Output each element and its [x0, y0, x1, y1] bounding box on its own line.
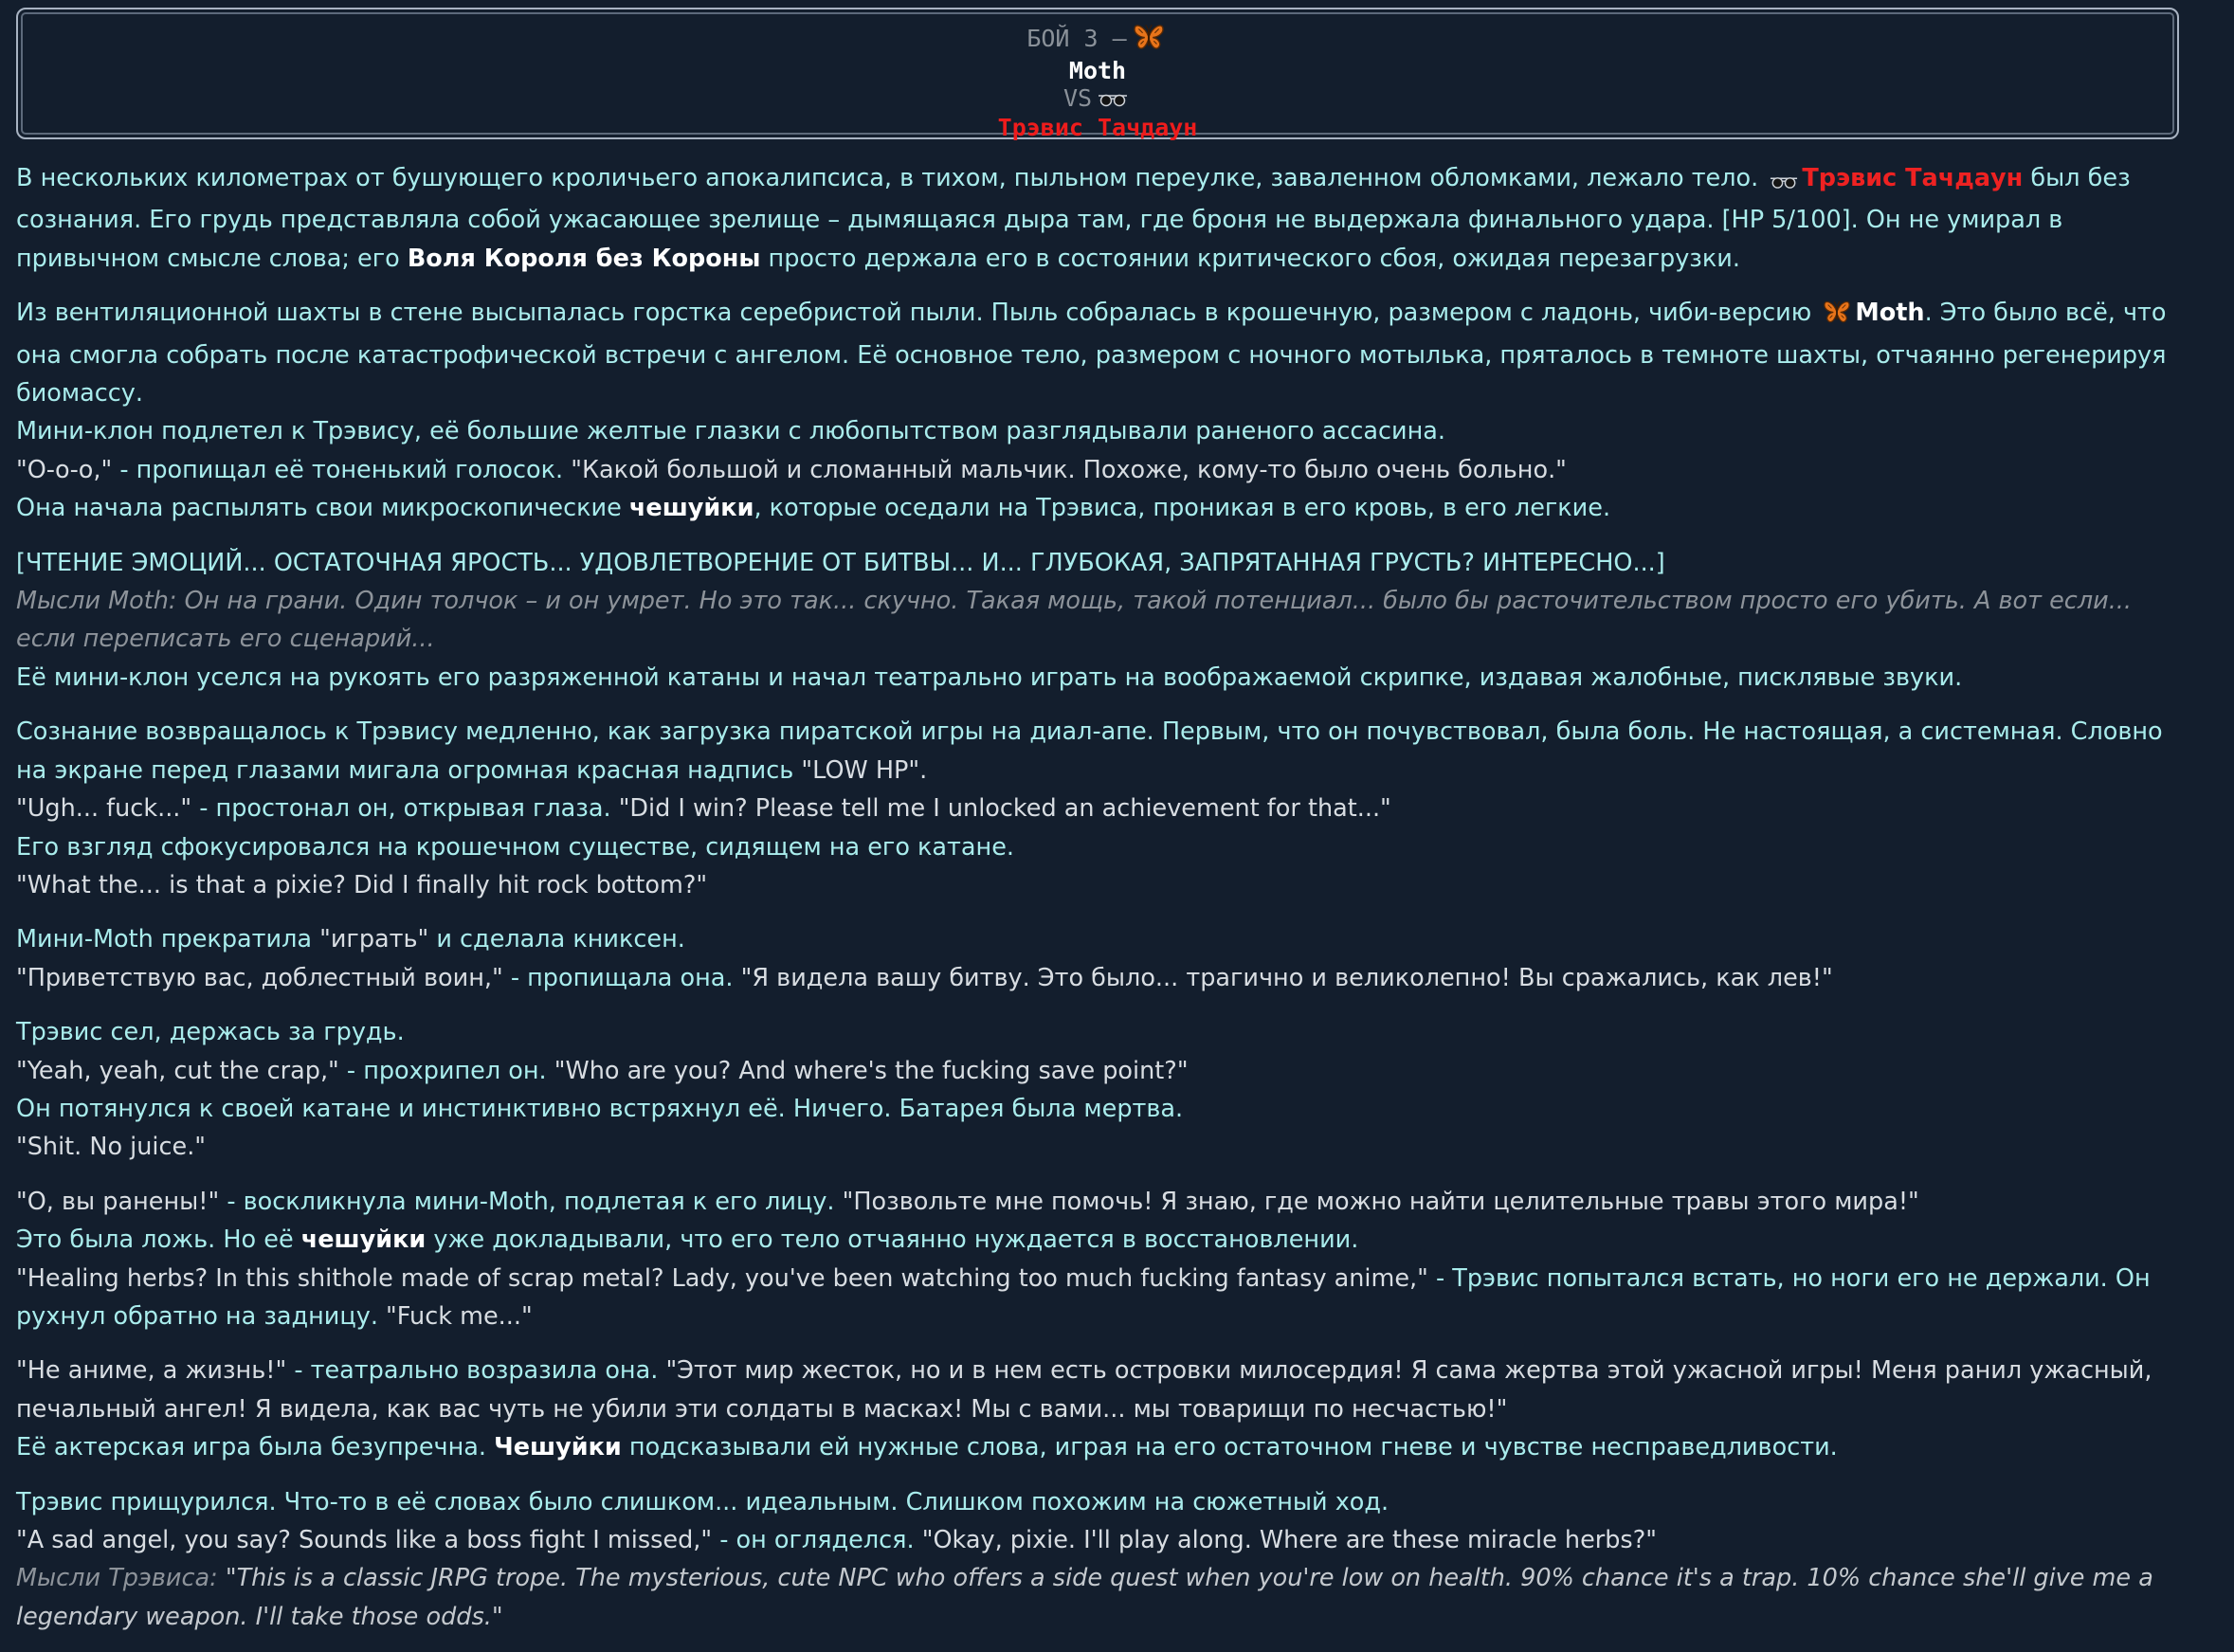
dialogue-text: "Не аниме, а жизнь!" — [16, 1356, 287, 1386]
system-message: [ЧТЕНИЕ ЭМОЦИЙ... ОСТАТОЧНАЯ ЯРОСТЬ... УДОВЛЕТВОРЕНИЕ ОТ БИТВЫ... И... ГЛУБОКАЯ, ЗАПРЯТАННАЯ ГРУСТЬ? ИНТЕРЕСНО...] — [16, 548, 1665, 577]
narration-text: Из вентиляционной шахты в стене высыпалась горстка серебристой пыли. Пыль собралась в крошечную, размером с ладонь, чиби-версию — [16, 299, 1812, 328]
butterfly-icon — [1823, 298, 1851, 336]
narration-text: подсказывали ей нужные слова, играя на его остаточном гневе и чувстве несправедливости. — [628, 1433, 1838, 1462]
story-line — [16, 1428, 2187, 1466]
character-name: Moth — [1855, 299, 1925, 328]
story-paragraph — [16, 1013, 2187, 1167]
narration-text: - театрально возразила она. — [294, 1356, 659, 1386]
story-line — [16, 1183, 2187, 1221]
narration-text: В нескольких километрах от бушующего кроличьего апокалипсиса, в тихом, пыльном переулке, заваленном обломками, лежало тело. — [16, 164, 1759, 192]
vs-line — [18, 84, 2177, 114]
fight-header — [16, 8, 2179, 139]
narration-text: . Это было всё, что она смогла собрать после катастрофической встречи с ангелом. Её основное тело, размером с ночного мотылька, пряталось в темноте шахты, отчаянно регенерируя биомассу. — [16, 299, 2167, 408]
narration-text: - воскликнула мини-Moth, подлетая к его лицу. — [227, 1187, 835, 1216]
narration-text: - он огляделся. — [719, 1526, 915, 1554]
story-line — [16, 1221, 2187, 1259]
story-line — [16, 1260, 2187, 1336]
narration-text: Его взгляд сфокусировался на крошечном существе, сидящем на его катане. — [16, 832, 1014, 862]
story-line — [16, 920, 2187, 958]
narration-text: , которые оседали на Трэвиса, проникая в его кровь, в его легкие. — [754, 494, 1611, 523]
dialogue-text: "Fuck me..." — [386, 1301, 533, 1331]
emphasis-text: Чешуйки — [494, 1433, 622, 1462]
dialogue-text: "LOW HP". — [801, 755, 928, 785]
sunglasses-icon — [1098, 86, 1128, 114]
dialogue-text: "What the... is that a pixie? Did I finally hit rock bottom?" — [16, 870, 708, 899]
narration-text: Мини-клон подлетел к Трэвису, её большие желтые глазки с любопытством разглядывали раненого ассасина. — [16, 417, 1446, 446]
thought-text: "This is a classic JRPG trope. The mysterious, cute NPC who offers a side quest when you're low on health. 90% chance it's a trap. 10% chance she'll give me a legendary weapon. I'll take those odds." — [16, 1564, 2153, 1631]
dialogue-text: "Этот мир жесток, но и в нем есть островки милосердия! Я сама жертва этой ужасной игры! Меня ранил ужасный, печальный ангел! Я видела, как вас чуть не убили эти солдаты в масках! Мы с вами... мы товарищи по несчастью!" — [16, 1356, 2152, 1424]
narration-text: - Трэвис попытался встать, но ноги его не держали. Он рухнул обратно на задницу. — [16, 1263, 2151, 1331]
story-line — [16, 1052, 2187, 1090]
story-line — [16, 790, 2187, 827]
story-line — [16, 451, 2187, 489]
narration-text: Мини-Moth прекратила — [16, 925, 313, 954]
story-paragraph — [16, 1483, 2187, 1637]
thought-line — [16, 1559, 2187, 1636]
narration-text: Это была ложь. Но её — [16, 1225, 294, 1255]
narration-text: - пропищал её тоненький голосок. — [119, 455, 564, 484]
narration-text: Он потянулся к своей катане и инстинктивно встряхнул её. Ничего. Батарея была мертва. — [16, 1094, 1184, 1123]
fighter-two-name: Трэвис Тачдаун — [997, 113, 1198, 141]
narration-text: - простонал он, открывая глаза. — [199, 794, 611, 824]
story-content — [16, 159, 2187, 1652]
dialogue-text: "Healing herbs? In this shithole made of scrap metal? Lady, you've been watching too much fucking fantasy anime," — [16, 1263, 1428, 1293]
ability-name: Воля Короля без Короны — [407, 244, 761, 273]
story-paragraph — [16, 920, 2187, 997]
narration-text: Она начала распылять свои микроскопические — [16, 494, 622, 523]
story-line — [16, 959, 2187, 997]
narration-text: Трэвис прищурился. Что-то в её словах было слишком... идеальным. Слишком похожим на сюжетный ход. — [16, 1487, 1389, 1516]
thought-label: Мысли Трэвиса: — [16, 1564, 218, 1593]
narration-text: уже докладывали, что его тело отчаянно нуждается в восстановлении. — [433, 1225, 1359, 1255]
character-name: Трэвис Тачдаун — [1802, 164, 2024, 192]
narration-text: и сделала книксен. — [436, 925, 685, 954]
vs-label: VS — [1063, 84, 1093, 112]
dialogue-text: "О, вы ранены!" — [16, 1187, 220, 1216]
story-paragraph — [16, 713, 2187, 904]
narration-text: Её актерская игра была безупречна. — [16, 1433, 487, 1462]
narration-text: Трэвис сел, держась за грудь. — [16, 1018, 405, 1047]
dialogue-text: "Yeah, yeah, cut the crap," — [16, 1056, 339, 1085]
fight-label: БОЙ 3 – — [1026, 25, 1127, 52]
dialogue-text: "Какой большой и сломанный мальчик. Похоже, кому-то было очень больно." — [571, 455, 1567, 484]
emphasis-text: чешуйки — [300, 1225, 427, 1255]
fight-label-line — [18, 23, 2177, 57]
narration-text: - пропищала она. — [510, 963, 734, 992]
thought-text: Мысли Moth: Он на грани. Один толчок – и он умрет. Но это так... скучно. Такая мощь, такой потенциал... было бы расточительством просто его убить. А вот если... если переписать его сценарий... — [16, 587, 2133, 654]
story-line — [16, 489, 2187, 527]
dialogue-text: "Я видела вашу битву. Это было... трагично и великолепно! Вы сражались, как лев!" — [740, 963, 1833, 992]
narration-text: Её мини-клон уселся на рукоять его разряженной катаны и начал театрально играть на воображаемой скрипке, издавая жалобные, писклявые звуки. — [16, 663, 1963, 692]
story-paragraph — [16, 1183, 2187, 1336]
story-paragraph — [16, 544, 2187, 698]
narration-text: был без сознания. Его грудь представляла собой ужасающее зрелище – дымящаяся дыра там, где броня не выдержала финального удара. [HP 5/100]. Он не умирал в привычном смысле слова; его — [16, 164, 2131, 273]
dialogue-text: "Who are you? And where's the fucking save point?" — [554, 1056, 1189, 1085]
dialogue-text: "Ugh... fuck..." — [16, 794, 192, 824]
narration-text: Сознание возвращалось к Трэвису медленно, как загрузка пиратской игры на диал-апе. Первым, что он почувствовал, была боль. Не настоящая, а системная. Словно на экране перед глазами мигала огромная красная надпись — [16, 717, 2163, 785]
dialogue-text: "Shit. No juice." — [16, 1133, 207, 1162]
fighter-one-name: Moth — [1068, 57, 1127, 84]
story-line — [16, 713, 2187, 790]
narration-text: просто держала его в состоянии критического сбоя, ожидая перезагрузки. — [768, 244, 1740, 273]
dialogue-text: "Okay, pixie. I'll play along. Where are these miracle herbs?" — [921, 1526, 1657, 1554]
emphasis-text: чешуйки — [628, 494, 754, 523]
story-paragraph — [16, 159, 2187, 278]
dialogue-text: "играть" — [319, 925, 429, 954]
story-line — [16, 1521, 2187, 1559]
butterfly-icon — [1133, 23, 1165, 57]
dialogue-text: "Приветствую вас, доблестный воин," — [16, 963, 503, 992]
dialogue-text: "Did I win? Please tell me I unlocked an achievement for that..." — [618, 794, 1391, 824]
story-line — [16, 294, 2187, 412]
story-paragraph — [16, 1352, 2187, 1466]
dialogue-text: "О-о-о," — [16, 455, 113, 484]
dialogue-text: "Позвольте мне помочь! Я знаю, где можно найти целительные травы этого мира!" — [842, 1187, 1919, 1216]
sunglasses-icon — [1770, 163, 1798, 201]
dialogue-text: "A sad angel, you say? Sounds like a boss fight I missed," — [16, 1526, 713, 1554]
story-line — [16, 1352, 2187, 1428]
story-paragraph — [16, 294, 2187, 527]
narration-text: - прохрипел он. — [346, 1056, 547, 1085]
